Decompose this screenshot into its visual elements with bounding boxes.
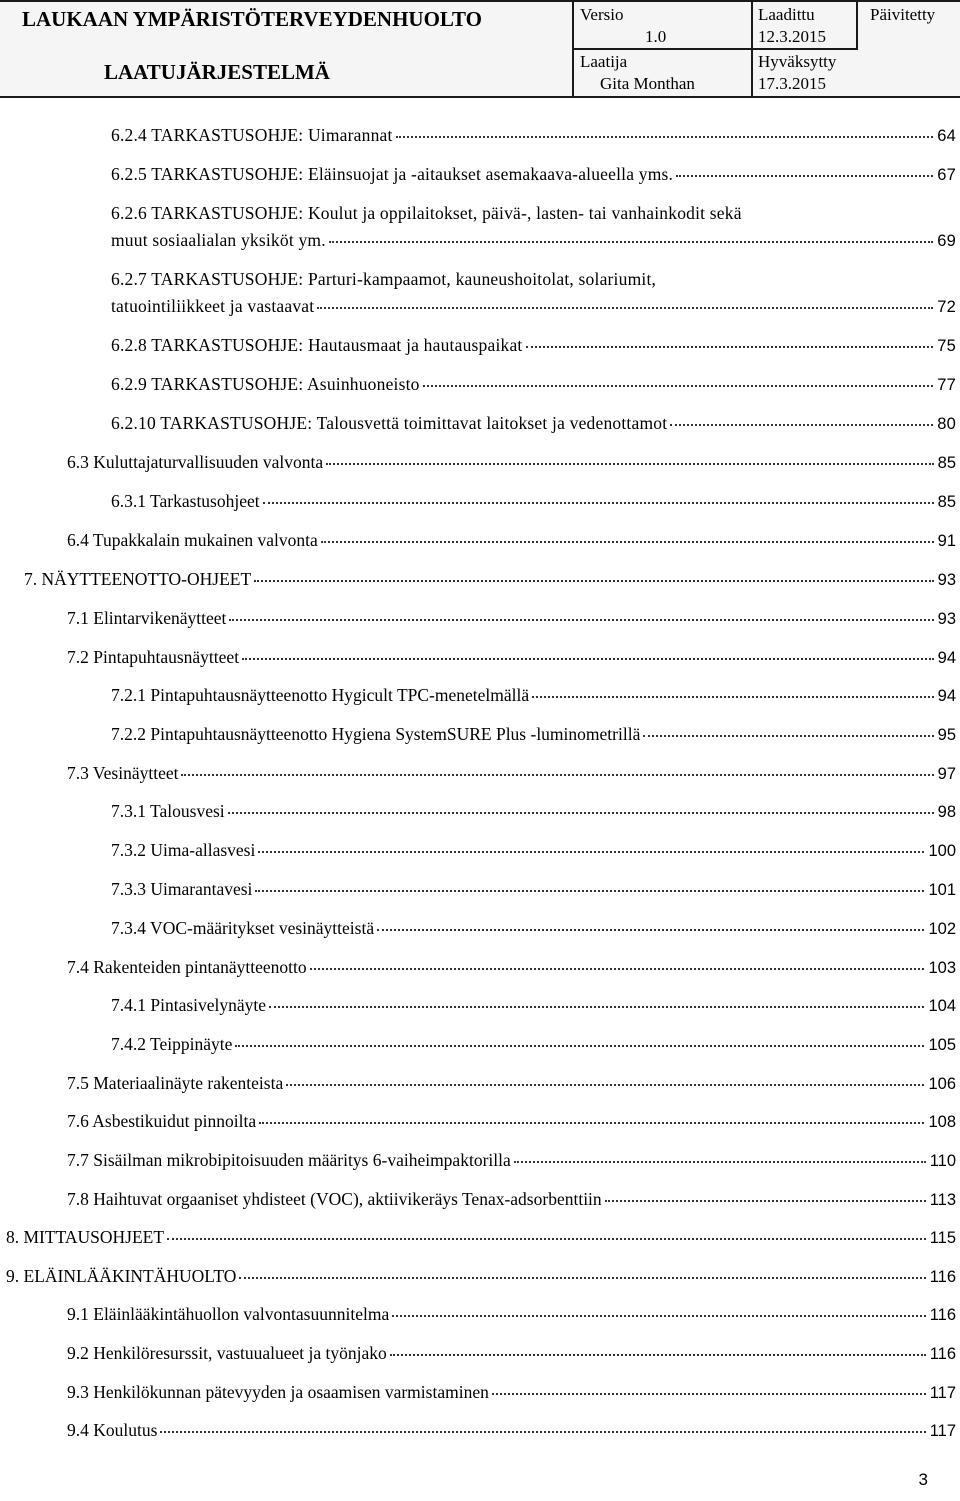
toc-leader-dots xyxy=(229,605,933,621)
toc-entry[interactable] xyxy=(111,722,956,746)
toc-leader-dots xyxy=(670,410,933,426)
toc-entry[interactable] xyxy=(111,162,956,186)
toc-entry-title: 6.2.4 TARKASTUSOHJE: Uimarannat xyxy=(111,125,393,145)
toc-entry-title: 6.2.7 TARKASTUSOHJE: Parturi-kampaamot, kauneushoitolat, solariumit, xyxy=(111,269,657,289)
toc-entry[interactable] xyxy=(6,1225,956,1249)
version-value: 1.0 xyxy=(645,27,667,46)
toc-entry-page: 103 xyxy=(928,959,956,977)
toc-leader-dots xyxy=(160,1417,925,1433)
toc-entry-title: 9.4 Koulutus xyxy=(67,1420,158,1440)
toc-entry-page: 72 xyxy=(937,298,956,316)
toc-entry[interactable] xyxy=(67,1341,956,1365)
toc-entry-page: 80 xyxy=(937,415,956,433)
toc-leader-dots xyxy=(167,1224,926,1240)
toc-entry[interactable] xyxy=(67,1148,956,1172)
toc-entry[interactable] xyxy=(67,1187,956,1211)
toc-leader-dots xyxy=(310,954,925,970)
toc-entry-title: 7.2.2 Pintapuhtausnäytteenotto Hygiena SystemSURE Plus -luminometrillä xyxy=(111,724,641,744)
quality-system-title: LAATUJÄRJESTELMÄ xyxy=(104,60,330,84)
toc-entry-page: 116 xyxy=(929,1268,956,1286)
toc-entry-page: 75 xyxy=(937,337,956,355)
toc-entry[interactable] xyxy=(24,567,956,591)
toc-entry-title: 6.2.6 TARKASTUSOHJE: Koulut ja oppilaitokset, päivä-, lasten- tai vanhainkodit sekä xyxy=(111,203,742,223)
toc-entry-page: 94 xyxy=(937,687,956,705)
created-label: Laadittu xyxy=(758,5,815,24)
toc-entry-page: 77 xyxy=(937,376,956,394)
created-date: 12.3.2015 xyxy=(758,27,826,46)
toc-entry-page: 98 xyxy=(937,803,956,821)
toc-entry-page: 115 xyxy=(929,1229,956,1247)
toc-entry-title: 6.2.5 TARKASTUSOHJE: Eläinsuojat ja -aitaukset asemakaava-alueella yms. xyxy=(111,164,674,184)
toc-entry-title: 7.5 Materiaalinäyte rakenteista xyxy=(67,1073,284,1093)
toc-leader-dots xyxy=(259,1108,924,1124)
toc-entry-title: 7.4.1 Pintasivelynäyte xyxy=(111,995,267,1015)
toc-entry-page: 110 xyxy=(929,1152,956,1170)
toc-entry-page: 95 xyxy=(937,726,956,744)
toc-entry-page: 93 xyxy=(937,571,956,589)
toc-entry[interactable] xyxy=(111,683,956,707)
toc-leader-dots xyxy=(242,644,934,660)
toc-entry-page: 85 xyxy=(937,454,956,472)
toc-entry-page: 94 xyxy=(937,649,956,667)
toc-entry-title: tatuointiliikkeet ja vastaavat xyxy=(111,296,315,316)
toc-entry-page: 93 xyxy=(937,610,956,628)
toc-leader-dots xyxy=(676,161,933,177)
approved-date: 17.3.2015 xyxy=(758,74,826,93)
toc-leader-dots xyxy=(286,1070,924,1086)
toc-entry-page: 116 xyxy=(929,1306,956,1324)
toc-entry-page: 101 xyxy=(928,881,956,899)
toc-leader-dots xyxy=(181,760,933,776)
toc-entry[interactable] xyxy=(111,372,956,396)
toc-entry[interactable] xyxy=(67,761,956,785)
toc-entry[interactable] xyxy=(67,528,956,552)
toc-leader-dots xyxy=(321,527,934,543)
version-label: Versio xyxy=(580,5,624,24)
toc-entry[interactable] xyxy=(111,201,956,225)
toc-entry[interactable] xyxy=(111,333,956,357)
toc-entry[interactable] xyxy=(111,123,956,147)
toc-entry-title: 8. MITTAUSOHJEET xyxy=(6,1227,165,1247)
toc-leader-dots xyxy=(255,876,924,892)
toc-leader-dots xyxy=(492,1379,926,1395)
toc-entry-page: 100 xyxy=(928,842,956,860)
approved-label: Hyväksytty xyxy=(758,52,837,71)
toc-leader-dots xyxy=(239,1263,925,1279)
toc-entry[interactable] xyxy=(111,1032,956,1056)
page-number: 3 xyxy=(918,1470,928,1489)
toc-entry-page: 64 xyxy=(937,127,956,145)
toc-leader-dots xyxy=(643,721,933,737)
author-label: Laatija xyxy=(580,52,628,71)
toc-entry-page: 105 xyxy=(928,1036,956,1054)
toc-entry[interactable] xyxy=(67,645,956,669)
toc-entry-page: 97 xyxy=(937,765,956,783)
toc-entry-title: 7.4 Rakenteiden pintanäytteenotto xyxy=(67,957,307,977)
toc-entry-title: 6.2.9 TARKASTUSOHJE: Asuinhuoneisto xyxy=(111,374,420,394)
toc-entry[interactable] xyxy=(67,450,956,474)
toc-leader-dots xyxy=(532,682,933,698)
toc-entry[interactable] xyxy=(6,1264,956,1288)
toc-entry-title: 9. ELÄINLÄÄKINTÄHUOLTO xyxy=(6,1266,237,1286)
toc-entry-page: 91 xyxy=(937,532,956,550)
toc-entry-title: 6.3 Kuluttajaturvallisuuden valvonta xyxy=(67,452,324,472)
toc-leader-dots xyxy=(329,227,933,243)
toc-entry[interactable] xyxy=(111,877,956,901)
toc-leader-dots xyxy=(228,798,934,814)
toc-entry-title: 7.3.3 Uimarantavesi xyxy=(111,879,253,899)
toc-entry-title: muut sosiaalialan yksiköt ym. xyxy=(111,230,326,250)
updated-label: Päivitetty xyxy=(870,5,936,24)
toc-leader-dots xyxy=(392,1301,925,1317)
toc-leader-dots xyxy=(396,122,934,138)
toc-entry-title: 7.6 Asbestikuidut pinnoilta xyxy=(67,1111,257,1131)
toc-entry-title: 6.2.8 TARKASTUSOHJE: Hautausmaat ja hautauspaikat xyxy=(111,335,523,355)
toc-leader-dots xyxy=(263,488,934,504)
toc-entry[interactable] xyxy=(111,411,956,435)
toc-leader-dots xyxy=(423,371,934,387)
toc-entry[interactable] xyxy=(67,1380,956,1404)
toc-entry-page: 85 xyxy=(937,493,956,511)
toc-entry[interactable] xyxy=(111,916,956,940)
toc-leader-dots xyxy=(269,992,924,1008)
toc-leader-dots xyxy=(377,915,924,931)
toc-entry-title: 7.4.2 Teippinäyte xyxy=(111,1034,233,1054)
toc-entry[interactable] xyxy=(67,606,956,630)
toc-entry[interactable] xyxy=(111,993,956,1017)
toc-leader-dots xyxy=(514,1147,926,1163)
toc-entry-title: 9.1 Eläinlääkintähuollon valvontasuunnitelma xyxy=(67,1304,390,1324)
toc-entry-page: 108 xyxy=(928,1113,956,1131)
toc-entry-title: 7.3 Vesinäytteet xyxy=(67,763,179,783)
toc-entry-page: 117 xyxy=(929,1384,956,1402)
toc-entry[interactable] xyxy=(111,267,956,291)
toc-entry[interactable] xyxy=(67,1418,956,1442)
toc-entry-page: 106 xyxy=(928,1075,956,1093)
organization-name: LAUKAAN YMPÄRISTÖTERVEYDENHUOLTO xyxy=(22,7,482,31)
toc-entry[interactable] xyxy=(67,955,956,979)
toc-entry-page: 116 xyxy=(929,1345,956,1363)
toc-entry-title: 9.2 Henkilöresurssit, vastuualueet ja työnjako xyxy=(67,1343,387,1363)
toc-entry[interactable] xyxy=(67,1302,956,1326)
toc-entry[interactable] xyxy=(111,799,956,823)
toc-entry-title: 7.1 Elintarvikenäytteet xyxy=(67,608,227,628)
toc-entry-title: 6.2.10 TARKASTUSOHJE: Talousvettä toimittavat laitokset ja vedenottamot xyxy=(111,413,668,433)
toc-leader-dots xyxy=(235,1031,924,1047)
toc-leader-dots xyxy=(317,293,933,309)
toc-leader-dots xyxy=(258,837,924,853)
toc-entry-title: 6.3.1 Tarkastusohjeet xyxy=(111,491,260,511)
toc-entry-title: 9.3 Henkilökunnan pätevyyden ja osaamisen varmistaminen xyxy=(67,1382,489,1402)
toc-entry[interactable] xyxy=(111,489,956,513)
toc-entry[interactable] xyxy=(67,1109,956,1133)
toc-entry-page: 69 xyxy=(937,232,956,250)
toc-entry-title: 7.7 Sisäilman mikrobipitoisuuden määritys 6-vaiheimpaktorilla xyxy=(67,1150,511,1170)
toc-leader-dots xyxy=(326,449,934,465)
toc-leader-dots xyxy=(390,1340,926,1356)
toc-entry-title: 7.3.2 Uima-allasvesi xyxy=(111,840,256,860)
toc-entry-page: 67 xyxy=(937,166,956,184)
toc-leader-dots xyxy=(605,1186,926,1202)
toc-entry-page: 104 xyxy=(928,997,956,1015)
toc-entry-page: 102 xyxy=(928,920,956,938)
toc-entry-title: 7.3.1 Talousvesi xyxy=(111,801,225,821)
toc-entry-continuation[interactable] xyxy=(111,228,956,252)
toc-leader-dots xyxy=(526,332,934,348)
author-name: Gita Monthan xyxy=(600,74,695,93)
toc-entry-page: 117 xyxy=(929,1422,956,1440)
toc-entry-page: 113 xyxy=(929,1191,956,1209)
toc-entry-title: 7.2.1 Pintapuhtausnäytteenotto Hygicult TPC-menetelmällä xyxy=(111,685,530,705)
toc-entry-title: 6.4 Tupakkalain mukainen valvonta xyxy=(67,530,318,550)
toc-entry[interactable] xyxy=(67,1071,956,1095)
toc-entry[interactable] xyxy=(111,838,956,862)
toc-entry-title: 7. NÄYTTEENOTTO-OHJEET xyxy=(24,569,252,589)
toc-entry-title: 7.3.4 VOC-määritykset vesinäytteistä xyxy=(111,918,375,938)
toc-entry-continuation[interactable] xyxy=(111,294,956,318)
toc-entry-title: 7.2 Pintapuhtausnäytteet xyxy=(67,647,240,667)
toc-leader-dots xyxy=(254,566,934,582)
toc-entry-title: 7.8 Haihtuvat orgaaniset yhdisteet (VOC), aktiivikeräys Tenax-adsorbenttiin xyxy=(67,1189,602,1209)
